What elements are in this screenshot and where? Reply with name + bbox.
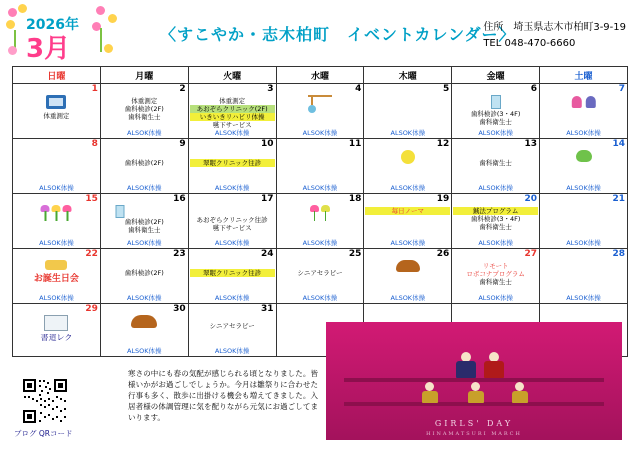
event-label: 歯科検診(3・4F): [470, 110, 521, 118]
food-icon: [396, 260, 420, 272]
alsok-label: ALSOK体操: [39, 184, 74, 192]
alsok-label: ALSOK体操: [390, 129, 426, 137]
day-number: 7: [618, 84, 625, 94]
event-label: 嚥下サービス: [212, 121, 252, 129]
alsok-label: ALSOK体操: [478, 184, 513, 192]
day-number: 29: [85, 304, 98, 314]
day-number: 27: [524, 249, 538, 259]
day-cell[interactable]: [276, 84, 364, 139]
event-label: 歯科衛生士: [479, 118, 512, 126]
event-label: 体重測定: [43, 112, 70, 120]
alsok-label: ALSOK体操: [566, 129, 601, 137]
day-cell[interactable]: [452, 194, 540, 249]
court-lady-doll-icon: [422, 382, 438, 402]
alsok-label: ALSOK体操: [478, 239, 513, 247]
day-number: 22: [85, 249, 98, 259]
day-cell[interactable]: [364, 84, 452, 139]
event-label: シニアセラピー: [209, 322, 255, 330]
alsok-label: ALSOK体操: [390, 239, 426, 247]
alsok-label: ALSOK体操: [214, 239, 250, 247]
calendar-month: 3月: [26, 34, 71, 64]
day-cell[interactable]: [188, 84, 276, 139]
day-cell[interactable]: [188, 249, 276, 304]
day-cell[interactable]: [452, 139, 540, 194]
alsok-label: ALSOK体操: [126, 129, 162, 137]
event-label: 書道レク: [40, 334, 73, 342]
header: [0, 0, 640, 62]
alsok-label: ALSOK体操: [126, 239, 162, 247]
alsok-label: ALSOK体操: [566, 294, 601, 302]
day-cell[interactable]: [364, 194, 452, 249]
event-label: 歯科衛生士: [479, 278, 512, 286]
qr-code[interactable]: [22, 378, 68, 424]
event-label: いきいきリハビリ体操: [190, 113, 275, 121]
day-cell[interactable]: [100, 139, 188, 194]
day-number: 4: [355, 84, 362, 94]
day-number: 6: [530, 84, 538, 94]
calligraphy-icon: [44, 315, 68, 331]
day-number: 14: [612, 139, 625, 149]
day-number: 18: [348, 194, 362, 204]
day-cell[interactable]: [452, 84, 540, 139]
drink-icon: [491, 95, 501, 109]
day-cell[interactable]: [188, 139, 276, 194]
calendar-week-row: [13, 249, 628, 304]
day-number: 28: [612, 249, 625, 259]
weekday-header-sat: 土曜: [540, 67, 628, 84]
event-label: 歯科衛生士: [128, 226, 161, 234]
day-number: 19: [436, 194, 450, 204]
event-label: 体重測定: [131, 97, 158, 105]
day-number: 30: [173, 304, 186, 314]
event-label: ロボコナプログラム: [466, 270, 525, 278]
event-label: あおぞらクリニック往診: [196, 216, 268, 224]
alsok-label: ALSOK体操: [214, 347, 250, 355]
day-cell[interactable]: [276, 249, 364, 304]
event-label: 翠眠クリニック往診: [190, 159, 275, 167]
mobile-icon: [308, 95, 332, 113]
day-cell[interactable]: [540, 249, 628, 304]
court-lady-doll-icon: [468, 382, 484, 402]
event-label: あおぞらクリニック(2F): [190, 105, 275, 113]
day-cell[interactable]: [100, 304, 188, 357]
day-number: 10: [261, 139, 274, 149]
day-number: 25: [348, 249, 362, 259]
page-title: 〈すこやか・志木柏町 イベントカレンダー〉: [160, 25, 516, 44]
alsok-label: ALSOK体操: [478, 294, 513, 302]
weekday-header-tue: 火曜: [188, 67, 276, 84]
day-cell[interactable]: [13, 194, 101, 249]
calendar-body: [13, 84, 628, 357]
day-number: 2: [179, 84, 186, 94]
day-cell[interactable]: [13, 84, 101, 139]
day-number: 13: [524, 139, 538, 149]
alsok-label: ALSOK体操: [302, 129, 338, 137]
frog-icon: [576, 150, 592, 162]
empress-doll-icon: [484, 352, 504, 378]
day-number: 24: [261, 249, 274, 259]
day-number: 31: [261, 304, 274, 314]
day-number: 20: [524, 194, 538, 204]
event-label: 歯科検診(2F): [124, 218, 164, 226]
alsok-label: ALSOK体操: [214, 184, 250, 192]
calendar-week-row: [13, 139, 628, 194]
day-number: 5: [442, 84, 450, 94]
event-calendar: [12, 66, 628, 357]
day-cell[interactable]: [276, 139, 364, 194]
day-number: 16: [173, 194, 186, 204]
photo-subcaption: HINAMATSURI MARCH: [426, 431, 522, 437]
day-number: 11: [348, 139, 362, 149]
day-cell[interactable]: [452, 249, 540, 304]
day-number: 15: [85, 194, 98, 204]
monthly-message: 寒さの中にも春の気配が感じられる頃となりました。皆様いかがお過ごしでしょうか。今月は雛祭りに合わせた行事も多く、散歩に出掛ける機会も増えてきました。入居者様の体調管理に気を配りながら元気にお過ごしてまいります。: [128, 369, 318, 422]
day-number: 1: [91, 84, 98, 94]
alsok-label: ALSOK体操: [390, 184, 426, 192]
tulip-icon: [41, 205, 72, 221]
event-label: 歯科衛生士: [479, 159, 512, 167]
weekday-header-fri: 金曜: [452, 67, 540, 84]
weekday-header-wed: 水曜: [276, 67, 364, 84]
bed-icon: [46, 95, 66, 109]
day-cell[interactable]: [276, 194, 364, 249]
day-cell[interactable]: [100, 84, 188, 139]
alsok-label: ALSOK体操: [126, 347, 162, 355]
emperor-doll-icon: [456, 352, 476, 378]
facility-contact: [483, 20, 626, 51]
alsok-label: ALSOK体操: [566, 184, 601, 192]
weekday-header-row: [13, 67, 628, 84]
cake-icon: [45, 260, 67, 270]
court-lady-doll-icon: [512, 382, 528, 402]
day-number: 12: [436, 139, 450, 149]
event-label: 歯科衛生士: [479, 223, 512, 231]
day-cell[interactable]: [188, 304, 276, 357]
alsok-label: ALSOK体操: [214, 129, 250, 137]
day-number: 3: [267, 84, 274, 94]
flower-icon: [401, 150, 415, 164]
event-label: 体重測定: [219, 97, 246, 105]
drink-icon: [115, 205, 124, 218]
event-label: 歯科検診(2F): [124, 105, 164, 113]
event-label: 嚥下サービス: [212, 224, 252, 232]
calendar-week-row: [13, 194, 628, 249]
day-number: 9: [179, 139, 186, 149]
alsok-label: ALSOK体操: [126, 184, 162, 192]
weekday-header-mon: 月曜: [100, 67, 188, 84]
alsok-label: ALSOK体操: [478, 129, 513, 137]
calendar-year: 2026年: [26, 17, 79, 33]
event-label: 毎日ノーマ: [365, 207, 450, 215]
day-cell[interactable]: [13, 139, 101, 194]
day-cell[interactable]: [540, 84, 628, 139]
alsok-label: ALSOK体操: [302, 294, 338, 302]
event-label: シニアセラピー: [297, 269, 343, 277]
tulip-icon: [310, 205, 330, 221]
seasonal-photo: [326, 322, 622, 440]
day-cell[interactable]: [540, 194, 628, 249]
day-cell[interactable]: [540, 139, 628, 194]
food-icon: [131, 315, 157, 328]
event-label: 歯科検診(2F): [124, 269, 164, 277]
day-cell[interactable]: [13, 249, 101, 304]
weekday-header-thu: 木曜: [364, 67, 452, 84]
day-cell[interactable]: [364, 249, 452, 304]
facility-address: 住所 埼玉県志木市柏町3-9-19: [483, 22, 626, 33]
event-label: 歯科検診(3・4F): [470, 215, 521, 223]
day-number: 26: [436, 249, 450, 259]
day-number: 17: [261, 194, 274, 204]
alsok-label: ALSOK体操: [302, 184, 338, 192]
event-label: リモート: [482, 262, 509, 270]
ohinasama-icon: [571, 95, 595, 113]
day-cell[interactable]: [100, 249, 188, 304]
weekday-header-sun: 日曜: [13, 67, 101, 84]
alsok-label: ALSOK体操: [302, 239, 338, 247]
alsok-label: ALSOK体操: [566, 239, 601, 247]
alsok-label: ALSOK体操: [39, 294, 74, 302]
alsok-label: ALSOK体操: [214, 294, 250, 302]
calendar-week-row: [13, 84, 628, 139]
event-label: 歯科検診(2F): [124, 159, 164, 167]
event-label: 翠眠クリニック往診: [190, 269, 275, 277]
day-cell[interactable]: [188, 194, 276, 249]
alsok-label: ALSOK体操: [39, 239, 74, 247]
event-label: 歯科衛生士: [128, 113, 161, 121]
alsok-label: ALSOK体操: [126, 294, 162, 302]
day-cell[interactable]: [13, 304, 101, 357]
alsok-label: ALSOK体操: [390, 294, 426, 302]
qr-code-label: ブログ QRコード: [14, 429, 73, 438]
day-number: 8: [91, 139, 98, 149]
photo-caption: GIRLS' DAY: [434, 419, 514, 428]
facility-tel: TEL 048-470-6660: [483, 37, 576, 49]
day-number: 23: [173, 249, 186, 259]
day-number: 21: [612, 194, 625, 204]
day-cell[interactable]: [100, 194, 188, 249]
day-cell[interactable]: [364, 139, 452, 194]
birthday-party-label: お誕生日会: [33, 274, 79, 284]
event-label: 鍼法プログラム: [453, 207, 538, 215]
